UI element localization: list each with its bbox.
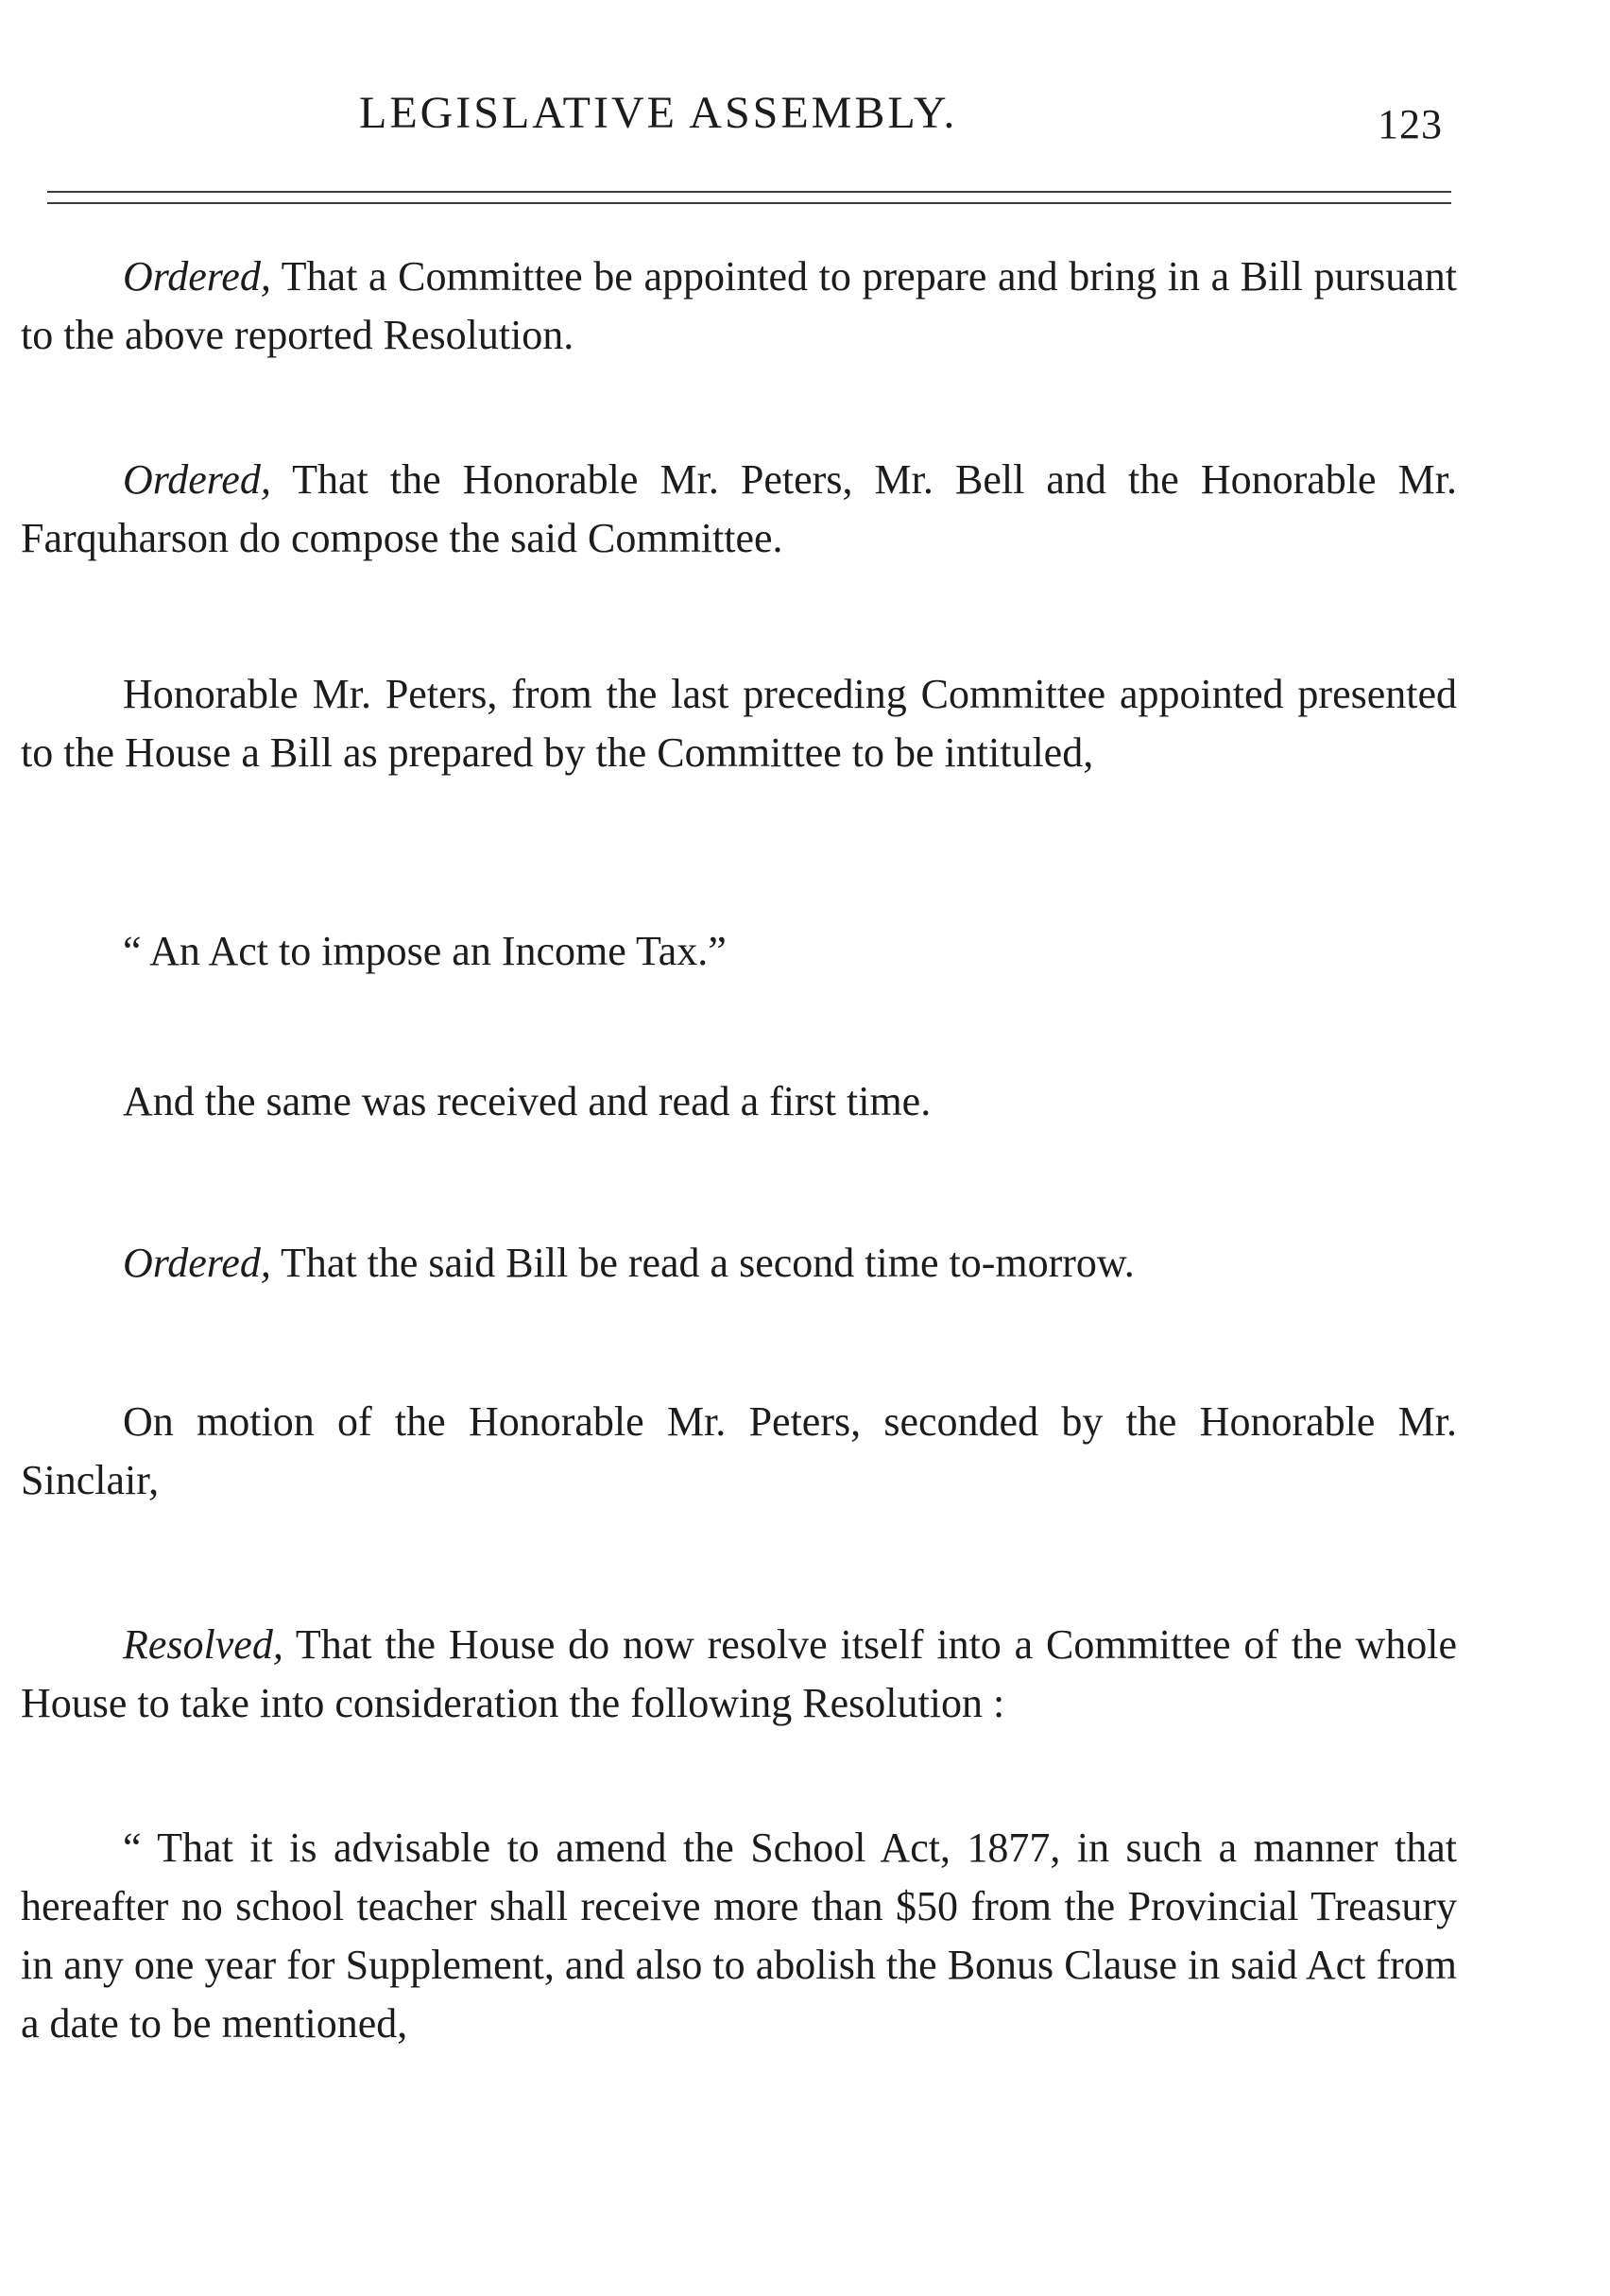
paragraph-text: On motion of the Honorable Mr. Peters, seconded by the Honorable Mr. Sinclair, xyxy=(21,1398,1457,1503)
paragraph-first-reading xyxy=(21,1072,1457,1131)
paragraph-text: “ An Act to impose an Income Tax.” xyxy=(123,928,727,974)
paragraph-text: Honorable Mr. Peters, from the last preceding Committee appointed presented to the House a Bill as prepared by the Committee to be intituled, xyxy=(21,671,1457,776)
paragraph-text: That the House do now resolve itself into a Committee of the whole House to take into consideration the following Resolution : xyxy=(21,1621,1457,1726)
paragraph-ordered-second-reading xyxy=(21,1234,1457,1293)
paragraph-bill-title xyxy=(21,922,1457,981)
paragraph-ordered-members xyxy=(21,451,1457,568)
paragraph-text: That the said Bill be read a second time to-morrow. xyxy=(270,1240,1135,1286)
paragraph-text: That the Honorable Mr. Peters, Mr. Bell and the Honorable Mr. Farquharson do compose the said Committee. xyxy=(21,456,1457,561)
paragraph-lead: Resolved, xyxy=(123,1621,283,1668)
paragraph-bill-presented xyxy=(21,665,1457,782)
paragraph-lead: Ordered, xyxy=(123,456,271,503)
paragraph-text: That a Committee be appointed to prepare and bring in a Bill pursuant to the above reported Resolution. xyxy=(21,253,1457,358)
paragraph-ordered-committee xyxy=(21,248,1457,365)
paragraph-text: “ That it is advisable to amend the School Act, 1877, in such a manner that hereafter no school teacher shall receive more than $50 from the Provincial Treasury in any one year for Supplement, and also to abolish the Bonus Clause in said Act from a date to be mentioned, xyxy=(21,1825,1457,2047)
paragraph-resolved xyxy=(21,1616,1457,1733)
header-rule-bottom xyxy=(47,202,1451,204)
paragraph-resolution-text xyxy=(21,1819,1457,2053)
header-rule-top xyxy=(47,191,1451,193)
paragraph-text: And the same was received and read a first time. xyxy=(123,1078,932,1124)
paragraph-lead: Ordered, xyxy=(123,253,271,300)
running-head-title: LEGISLATIVE ASSEMBLY. xyxy=(359,88,958,138)
paragraph-motion xyxy=(21,1393,1457,1510)
paragraph-lead: Ordered, xyxy=(123,1240,271,1286)
page-number: 123 xyxy=(1378,101,1443,147)
